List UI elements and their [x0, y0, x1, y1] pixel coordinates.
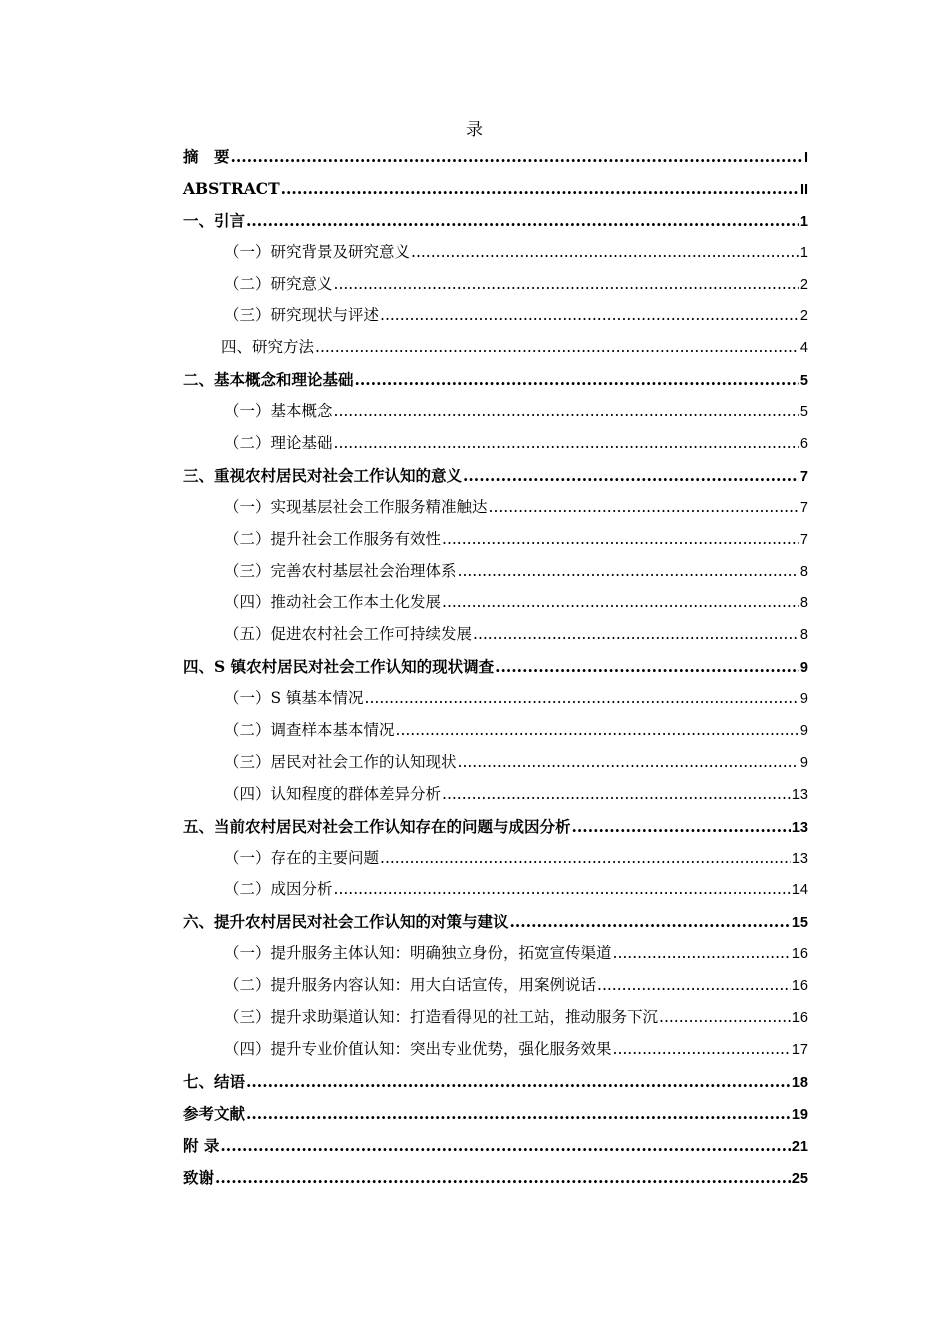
toc-dot-leader	[355, 364, 799, 396]
toc-dot-leader	[613, 938, 791, 970]
toc-entry[interactable]	[183, 205, 808, 237]
toc-page-number: 8	[799, 595, 808, 612]
toc-dot-leader	[442, 779, 791, 811]
toc-entry[interactable]	[183, 1066, 808, 1098]
toc-entry-title: （四）认知程度的群体差异分析	[224, 784, 442, 803]
toc-entry-title: （三）提升求助渠道认知：打造看得见的社工站，推动服务下沉	[224, 1008, 659, 1027]
toc-entry-title: （三）完善农村基层社会治理体系	[224, 561, 457, 580]
toc-entry[interactable]	[183, 332, 808, 364]
toc-dot-leader	[246, 1098, 791, 1130]
toc-page-number: 14	[791, 882, 808, 899]
toc-entry-title: （一）S 镇基本情况	[224, 689, 364, 708]
toc-entry[interactable]	[183, 651, 808, 683]
toc-entry-title: 二、基本概念和理论基础	[183, 370, 354, 390]
toc-dot-leader	[380, 300, 799, 332]
toc-dot-leader	[380, 843, 791, 875]
toc-page-number: 9	[799, 723, 808, 740]
toc-entry[interactable]	[183, 1034, 808, 1066]
toc-page-number: 8	[799, 563, 808, 580]
toc-entry[interactable]	[183, 587, 808, 619]
toc-page-number: 2	[799, 276, 808, 293]
toc-entry[interactable]	[183, 1098, 808, 1130]
toc-entry-title: （四）提升专业价值认知：突出专业优势，强化服务效果	[224, 1039, 612, 1058]
toc-entry-title: 摘 要	[183, 147, 230, 166]
toc-dot-leader	[458, 747, 799, 779]
toc-entry[interactable]	[183, 938, 808, 970]
toc-entry[interactable]	[183, 237, 808, 269]
toc-entry-title: （二）提升社会工作服务有效性	[224, 529, 442, 548]
toc-page-number: 13	[791, 850, 808, 867]
table-of-contents	[183, 141, 808, 1193]
toc-entry-title: 五、当前农村居民对社会工作认知存在的问题与成因分析	[183, 816, 571, 836]
toc-dot-leader	[334, 874, 791, 906]
toc-entry[interactable]	[183, 1130, 808, 1162]
toc-page-number: 13	[791, 786, 808, 803]
toc-page-number: 25	[791, 1170, 808, 1187]
toc-entry[interactable]	[183, 619, 808, 651]
toc-dot-leader	[396, 715, 799, 747]
toc-dot-leader	[246, 1066, 791, 1098]
toc-dot-leader	[281, 173, 799, 205]
toc-dot-leader	[334, 396, 799, 428]
toc-entry-title: （四）推动社会工作本土化发展	[224, 593, 442, 612]
toc-dot-leader	[246, 205, 799, 237]
toc-dot-leader	[473, 619, 799, 651]
toc-entry[interactable]	[183, 715, 808, 747]
toc-entry[interactable]	[183, 269, 808, 301]
toc-dot-leader	[220, 1130, 790, 1162]
toc-page-number: 7	[799, 531, 808, 548]
toc-dot-leader	[659, 1002, 791, 1034]
toc-entry-title: （一）基本概念	[224, 402, 333, 421]
toc-dot-leader	[442, 524, 799, 556]
toc-dot-leader	[442, 587, 799, 619]
toc-page-number: 16	[791, 946, 808, 963]
toc-dot-leader	[597, 970, 791, 1002]
toc-entry[interactable]	[183, 683, 808, 715]
toc-page-number: 1	[799, 213, 808, 230]
toc-dot-leader	[613, 1034, 791, 1066]
toc-entry-title: 七、结语	[183, 1071, 246, 1091]
toc-title: 录	[466, 120, 484, 140]
toc-page-number: 16	[791, 978, 808, 995]
toc-page-number: 19	[791, 1106, 808, 1123]
toc-entry[interactable]	[183, 747, 808, 779]
toc-entry-title: 六、提升农村居民对社会工作认知的对策与建议	[183, 912, 509, 932]
toc-entry-title: 参考文献	[183, 1103, 246, 1123]
toc-entry[interactable]	[183, 428, 808, 460]
toc-page-number: 4	[799, 340, 808, 357]
toc-page-number: 7	[799, 468, 808, 485]
toc-dot-leader	[572, 811, 791, 843]
toc-page-number: 13	[791, 819, 808, 836]
toc-entry-title: ABSTRACT	[183, 178, 280, 198]
toc-page-number: 2	[799, 308, 808, 325]
toc-entry-title: （一）提升服务主体认知：明确独立身份，拓宽宣传渠道	[224, 944, 612, 963]
toc-entry[interactable]	[183, 300, 808, 332]
toc-page-number: 8	[799, 627, 808, 644]
toc-entry-title: （二）理论基础	[224, 434, 333, 453]
toc-dot-leader	[215, 1162, 791, 1194]
toc-entry-title: （一）存在的主要问题	[224, 848, 380, 867]
toc-page-number: 16	[791, 1010, 808, 1027]
toc-entry-title: 四、S 镇农村居民对社会工作认知的现状调查	[183, 657, 495, 677]
toc-page-number: 9	[799, 660, 808, 677]
toc-entry[interactable]	[183, 556, 808, 588]
toc-dot-leader	[458, 556, 799, 588]
toc-entry[interactable]	[183, 779, 808, 811]
toc-entry[interactable]	[183, 396, 808, 428]
toc-page-number: 9	[799, 691, 808, 708]
toc-dot-leader	[334, 428, 799, 460]
toc-page-number: 7	[799, 499, 808, 516]
toc-dot-leader	[463, 460, 799, 492]
toc-page-number: 5	[799, 404, 808, 421]
toc-entry[interactable]	[183, 1162, 808, 1194]
toc-dot-leader	[411, 237, 799, 269]
toc-entry[interactable]	[183, 173, 808, 205]
toc-page-number: 17	[791, 1041, 808, 1058]
toc-entry[interactable]	[183, 874, 808, 906]
toc-entry-title: （三）研究现状与评述	[224, 306, 380, 325]
toc-entry-title: 四、研究方法	[221, 338, 315, 357]
toc-entry[interactable]	[183, 843, 808, 875]
toc-entry[interactable]	[183, 492, 808, 524]
toc-dot-leader	[510, 906, 791, 938]
toc-entry-title: （一）研究背景及研究意义	[224, 242, 411, 261]
toc-entry-title: 三、重视农村居民对社会工作认知的意义	[183, 465, 463, 485]
toc-entry-title: （二）研究意义	[224, 274, 333, 293]
toc-dot-leader	[334, 269, 799, 301]
toc-entry[interactable]	[183, 811, 808, 843]
toc-entry-title: （二）提升服务内容认知：用大白话宣传，用案例说话	[224, 976, 597, 995]
toc-entry-title: （一）实现基层社会工作服务精准触达	[224, 497, 488, 516]
toc-entry-title: （三）居民对社会工作的认知现状	[224, 752, 457, 771]
toc-page-number: 15	[791, 915, 808, 932]
toc-dot-leader	[365, 683, 799, 715]
toc-dot-leader	[315, 332, 799, 364]
toc-entry-title: （五）促进农村社会工作可持续发展	[224, 625, 473, 644]
toc-dot-leader	[489, 492, 799, 524]
toc-page-number: 5	[799, 373, 808, 390]
toc-page-number: 1	[799, 244, 808, 261]
toc-page-number: 6	[799, 436, 808, 453]
toc-page-number: 21	[791, 1138, 808, 1155]
toc-entry[interactable]	[183, 524, 808, 556]
toc-page-number: I	[803, 150, 808, 166]
toc-dot-leader	[495, 651, 799, 683]
toc-page-number: 9	[799, 754, 808, 771]
toc-entry[interactable]	[183, 1002, 808, 1034]
toc-entry-title: （二）成因分析	[224, 880, 333, 899]
toc-entry[interactable]	[183, 970, 808, 1002]
toc-entry-title: 附 录	[183, 1135, 220, 1155]
toc-entry[interactable]	[183, 141, 808, 173]
toc-page-number: II	[799, 181, 808, 198]
toc-dot-leader	[231, 141, 803, 173]
toc-entry[interactable]	[183, 460, 808, 492]
toc-entry-title: （二）调查样本基本情况	[224, 721, 395, 740]
toc-page-number: 18	[791, 1074, 808, 1091]
toc-entry[interactable]	[183, 364, 808, 396]
toc-entry-title: 致谢	[183, 1167, 215, 1187]
toc-entry-title: 一、引言	[183, 210, 246, 230]
toc-entry[interactable]	[183, 906, 808, 938]
